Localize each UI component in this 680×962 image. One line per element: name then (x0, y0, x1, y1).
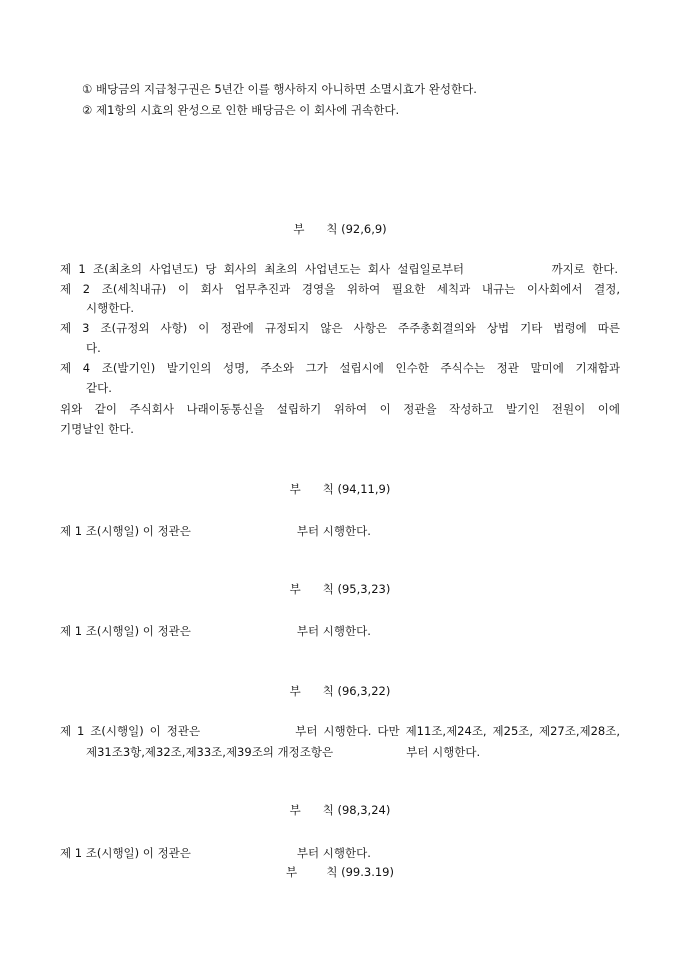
clause-1: ① 배당금의 지급청구권은 5년간 이를 행사하지 아니하면 소멸시효가 완성한다. (82, 82, 477, 96)
article-1-95: 제 1 조(시행일) 이 정관은 부터 시행한다. (60, 624, 371, 638)
closing-statement-cont: 기명날인 한다. (60, 422, 134, 436)
article-1-96-cont: 제31조3항,제32조,제33조,제39조의 개정조항은 부터 시행한다. (86, 745, 481, 759)
article-2-92-cont: 시행한다. (86, 301, 135, 315)
supplement-heading-96: 부 칙 (96,3,22) (289, 684, 391, 698)
closing-statement: 위와 같이 주식회사 나래이동통신을 설립하기 위하여 이 정관을 작성하고 발기인 전원이 이에 (60, 402, 620, 416)
article-1-98: 제 1 조(시행일) 이 정관은 부터 시행한다. (60, 846, 371, 860)
article-4-92: 제 4 조(발기인) 발기인의 성명, 주소와 그가 설립시에 인수한 주식수는 정관 말미에 기재함과 (60, 361, 620, 375)
supplement-heading-99: 부 칙 (99.3.19) (286, 865, 394, 879)
article-3-92-cont: 다. (86, 341, 101, 355)
article-1-96: 제 1 조(시행일) 이 정관은 부터 시행한다. 다만 제11조,제24조, 제25조, 제27조,제28조, (60, 724, 620, 738)
supplement-heading-92: 부 칙 (92,6,9) (293, 222, 387, 236)
clause-2: ② 제1항의 시효의 완성으로 인한 배당금은 이 회사에 귀속한다. (82, 103, 400, 117)
supplement-heading-98: 부 칙 (98,3,24) (289, 803, 391, 817)
supplement-heading-94: 부 칙 (94,11,9) (289, 482, 391, 496)
supplement-heading-95: 부 칙 (95,3,23) (289, 582, 391, 596)
article-2-92: 제 2 조(세칙내규) 이 회사 업무추진과 경영을 위하여 필요한 세칙과 내규는 이사회에서 결정, (60, 282, 620, 296)
article-1-94: 제 1 조(시행일) 이 정관은 부터 시행한다. (60, 524, 371, 538)
article-3-92: 제 3 조(규정외 사항) 이 정관에 규정되지 않은 사항은 주주총회결의와 상법 기타 법령에 따른 (60, 321, 620, 335)
article-1-92: 제 1 조(최초의 사업년도) 당 회사의 최초의 사업년도는 회사 설립일로부터 까지로 한다. (60, 262, 618, 276)
article-4-92-cont: 같다. (86, 381, 112, 395)
